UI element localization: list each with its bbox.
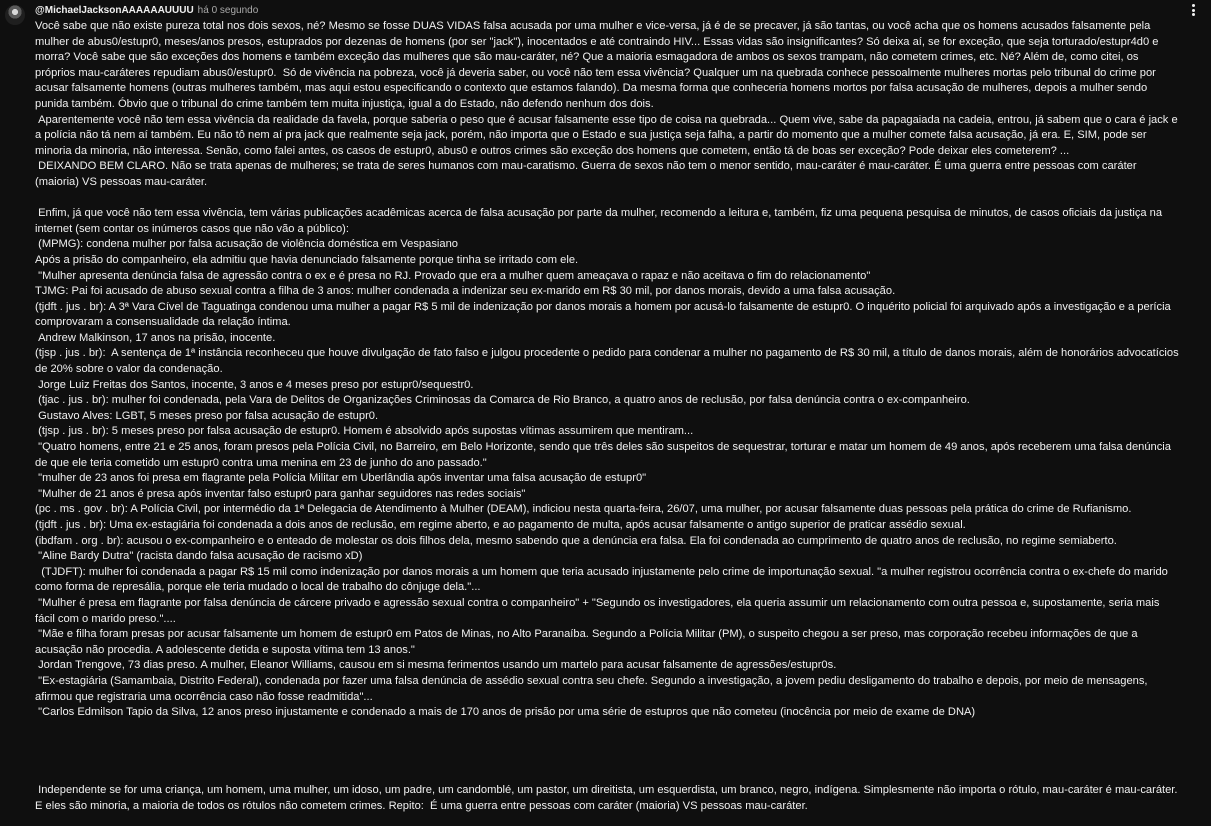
comment-timestamp[interactable]: há 0 segundo: [197, 5, 259, 16]
menu-dot: [1192, 13, 1195, 16]
avatar[interactable]: [5, 5, 25, 25]
comment-header: [35, 4, 1181, 18]
author-name[interactable]: @MichaelJacksonAAAAAAUUUU: [35, 5, 194, 16]
comment-body: Você sabe que não existe pureza total nos dois sexos, né? Mesmo se fosse DUAS VIDAS falsa acusada por uma mulher e vice-versa, já é de se precaver, já são tantas, ou você acha que os homens acusados falsamente pela mulher de abus0/estupr0, meses/anos presos, estuprados por dezenas de homens (por ser "jack"), inocentados e até contraindo HIV... Essas vidas são insignificantes? Só deixa aí, se for exceção, que seja torturado/estupr4d0 e morra? Você sabe que são exceções dos homens e também exceção das mulheres que são mau-caráter, né? Que a maioria esmagadora de ambos os sexos trampam, não cometem crimes, etc. Né? Além de, como citei, os próprios mau-caráteres repudiam abus0/estupr0. Só de vivência na pobreza, você já deveria saber, ou você não tem essa vivência? Qualquer um na quebrada conhece pessoalmente mulheres mortas pelo tribunal do crime por acusar falsamente homens (outras mulheres também, mas aqui estou especificando o contexto que estamos falando). Da mesma forma que conheceria homens mortos por falsa acusação de mulheres, depois a mulher sendo punida também. Óbvio que o tribunal do crime também tem muita injustiça, igual a do Estado, não defendo nenhum dos dois. Aparentemente você não tem essa vivência da realidade da favela, porque saberia o peso que é acusar falsamente esse tipo de coisa na quebrada... Quem vive, sabe da papagaiada na cadeia, entrou, já sabem que o cara é jack e a polícia não tá nem aí também. Eu não tô nem aí pra jack que realmente seja jack, porém, não importa que o Estado e sua justiça seja falha, a partir do momento que a mulher comete falsa acusação, já era. E, SIM, pode ser minoria da minoria, não interessa. Senão, como falei antes, os casos de estupr0, abus0 e outros crimes são exceção dos homens que cometem, então tá de boas ser exceção? Pode deixar eles cometerem? ... DEIXANDO BEM CLARO. Não se trata apenas de mulheres; se trata de seres humanos com mau-caratismo. Guerra de sexos não tem o menor sentido, mau-caráter é mau-caráter. É uma guerra entre pessoas com caráter (maioria) VS pessoas mau-caráter. Enfim, já que você não tem essa vivência, tem várias publicações acadêmicas acerca de falsa acusação por parte da mulher, recomendo a leitura e, também, fiz uma pequena pesquisa de minutos, de casos oficiais da justiça na internet (sem contar os inúmeros casos que não vão a público): (MPMG): condena mulher por falsa acusação de violência doméstica em Vespasiano Após a prisão do companheiro, ela admitiu que havia denunciado falsamente porque tinha se irritado com ele. "Mulher apresenta denúncia falsa de agressão contra o ex e é presa no RJ. Provado que era a mulher quem ameaçava o rapaz e não aceitava o fim do relacionamento" TJMG: Pai foi acusado de abuso sexual contra a filha de 3 anos: mulher condenada a indenizar seu ex-marido em R$ 30 mil, por danos morais, devido a uma falsa acusação. (tjdft . jus . br): A 3ª Vara Cível de Taguatinga condenou uma mulher a pagar R$ 5 mil de indenização por danos morais a homem por acusá-lo falsamente de estupr0. O inquérito policial foi arquivado após a investigação e a perícia comprovaram a consensualidade da relação íntima. Andrew Malkinson, 17 anos na prisão, inocente. (tjsp . jus . br): A sentença de 1ª instância reconheceu que houve divulgação de fato falso e julgou procedente o pedido para condenar a mulher no pagamento de R$ 30 mil, a título de danos morais, além de honorários advocatícios de 20% sobre o valor da condenação. Jorge Luiz Freitas dos Santos, inocente, 3 anos e 4 meses preso por estupr0/sequestr0. (tjac . jus . br): mulher foi condenada, pela Vara de Delitos de Organizações Criminosas da Comarca de Rio Branco, a quatro anos de reclusão, por falsa denúncia contra o ex-companheiro. Gustavo Alves: LGBT, 5 meses preso por falsa acusação de estupr0. (tjsp . jus . br): 5 meses preso por falsa acusação de estupr0. Homem é absolvido após supostas vítimas assumirem que mentiram... "Quatro homens, entre 21 e 25 anos, foram presos pela Polícia Civil, no Barreiro, em Belo Horizonte, sendo que três deles são suspeitos de sequestrar, torturar e matar um homem de 49 anos, após receberem uma falsa denúncia de que ele teria cometido um estupr0 contra uma menina em 23 de junho do ano passado." "mulher de 23 anos foi presa em flagrante pela Polícia Militar em Uberlândia após inventar uma falsa acusação de estupr0" "Mulher de 21 anos é presa após inventar falso estupr0 para ganhar seguidores nas redes sociais" (pc . ms . gov . br): A Polícia Civil, por intermédio da 1ª Delegacia de Atendimento à Mulher (DEAM), indiciou nesta quarta-feira, 26/07, uma mulher, por acusar falsamente duas pessoas pela prática do crime de Rufianismo. (tjdft . jus . br): Uma ex-estagiária foi condenada a dois anos de reclusão, em regime aberto, e ao pagamento de multa, após acusar falsamente o antigo superior de praticar assédio sexual. (ibdfam . org . br): acusou o ex-companheiro e o enteado de molestar os dois filhos dela, mesmo sabendo que a denúncia era falsa. Ela foi condenada ao cumprimento de quatro anos de reclusão, no regime semiaberto. "Aline Bardy Dutra" (racista dando falsa acusação de racismo xD) (TJDFT): mulher foi condenada a pagar R$ 15 mil como indenização por danos morais a um homem que teria acusado injustamente pelo crime de importunação sexual. "a mulher registrou ocorrência contra o ex-chefe do marido como forma de represália, porque ele teria mudado o local de trabalho do cônjuge dela."... "Mulher é presa em flagrante por falsa denúncia de cárcere privado e agressão sexual contra o companheiro" + "Segundo os investigadores, ela queria assumir um relacionamento com outra pessoa e, supostamente, seria mais fácil com o marido preso.".... "Mãe e filha foram presas por acusar falsamente um homem de estupr0 em Patos de Minas, no Alto Paranaíba. Segundo a Polícia Militar (PM), o suspeito chegou a ser preso, mas corporação recebeu informações de que a acusação não procedia. A adolescente detida e suposta vítima tem 13 anos." Jordan Trengove, 73 dias preso. A mulher, Eleanor Williams, causou em si mesma ferimentos usando um martelo para acusar falsamente de agressões/estupr0s. "Ex-estagiária (Samambaia, Distrito Federal), condenada por fazer uma falsa denúncia de assédio sexual contra seu chefe. Segundo a investigação, a jovem pediu desligamento do trabalho e depois, por meio de mensagens, afirmou que registraria uma ocorrência caso não fosse readmitida"... "Carlos Edmilson Tapio da Silva, 12 anos preso injustamente e condenado a mais de 170 anos de prisão por uma série de estupros que não cometeu (inocência por meio de exame de DNA) Independente se for uma criança, um homem, uma mulher, um idoso, um padre, um candomblé, um pastor, um direitista, um esquerdista, um branco, negro, indígena. Simplesmente não importa o rótulo, mau-caráter é mau-caráter. E eles são minoria, a maioria de todos os rótulos não cometem crimes. Repito: É uma guerra entre pessoas com caráter (maioria) VS pessoas mau-caráter.: [35, 20, 1179, 812]
menu-dot: [1192, 4, 1195, 7]
menu-dot: [1192, 9, 1195, 12]
more-vert-icon[interactable]: [1189, 3, 1197, 19]
